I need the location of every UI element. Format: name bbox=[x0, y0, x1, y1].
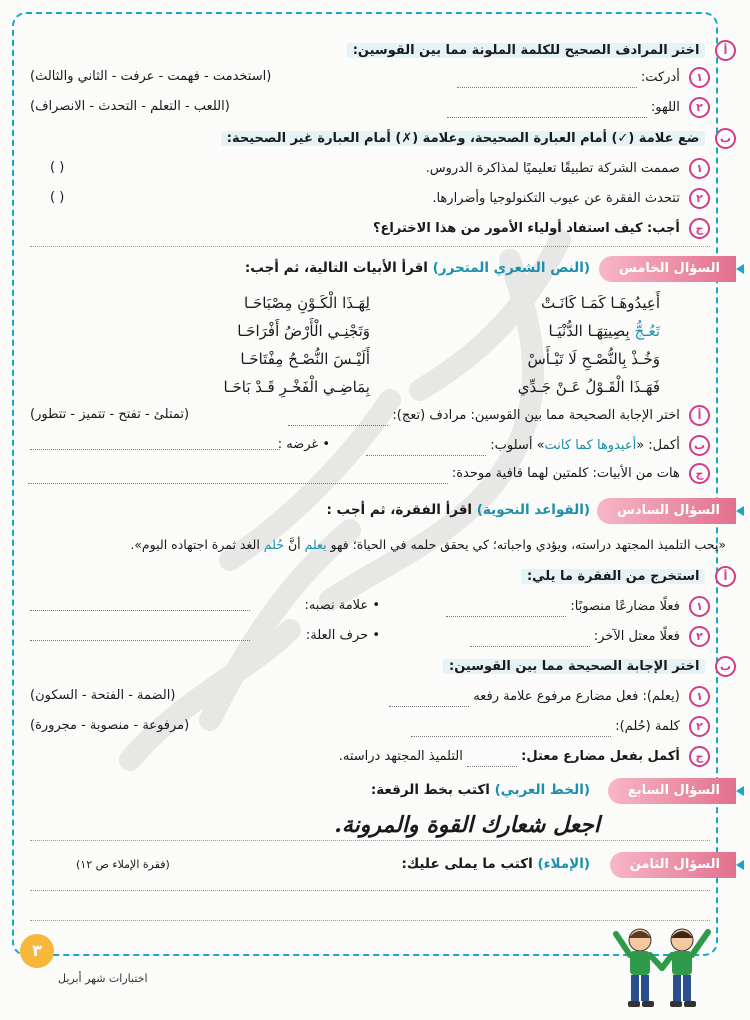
arrow-icon bbox=[736, 264, 744, 274]
question-6-a-item-1: ١ فعلًا مضارعًا منصوبًا: • علامة نصبه: bbox=[30, 596, 710, 617]
answer-box[interactable]: ( ) bbox=[50, 160, 65, 175]
footer-title: اختبارات شهر أبريل bbox=[58, 972, 148, 985]
question-7-title: (الخط العربي) اكتب بخط الرقعة: bbox=[370, 782, 590, 798]
question-7-badge: السؤال السابع bbox=[608, 778, 736, 804]
question-8-title: (الإملاء) اكتب ما يملى عليك: bbox=[401, 856, 590, 872]
answer-line[interactable] bbox=[30, 610, 250, 611]
verse-3-right: وَخُـذْ بِالنُّصْـحِ لَا تَيْـأَسْ bbox=[527, 350, 660, 368]
answer-line[interactable] bbox=[30, 640, 250, 641]
answer-line[interactable] bbox=[389, 706, 469, 707]
answer-line[interactable] bbox=[366, 455, 486, 456]
question-5-badge: السؤال الخامس bbox=[599, 256, 736, 282]
answer-line[interactable] bbox=[30, 449, 280, 450]
arrow-icon bbox=[736, 786, 744, 796]
question-5-b: ب أكمل: «أعيدوها كما كانت» أسلوب: • غرضه : bbox=[30, 435, 710, 456]
answer-line[interactable] bbox=[467, 766, 517, 767]
question-5-a: أ اختر الإجابة الصحيحة مما بين القوسين: مرادف (تعج): (تمتلئ - تفتح - تتميز - تتطور) bbox=[30, 405, 710, 426]
question-6-b-item-2: ٢ كلمة (حُلم): (مرفوعة - منصوبة - مجرورة) bbox=[30, 716, 710, 737]
dictation-note: (فقرة الإملاء ص ١٢) bbox=[76, 858, 170, 871]
verse-2-right: تَعُـجُّ بِصِيتِهَـا الدُّنْيَـا bbox=[548, 322, 660, 340]
answer-box[interactable]: ( ) bbox=[50, 190, 65, 205]
verse-1-left: لِهَـذَا الْكَـوْنِ مِصْبَاحَـا bbox=[243, 294, 370, 312]
answer-line[interactable] bbox=[447, 117, 647, 118]
question-b-header: ب ضع علامة (✓) أمام العبارة الصحيحة، وعلامة (✗) أمام العبارة غير الصحيحة: bbox=[221, 128, 736, 149]
question-8-badge: السؤال الثامن bbox=[610, 852, 736, 878]
question-b-item-2: ٢ تتحدث الفقرة عن عيوب التكنولوجيا وأضرارها. ( ) bbox=[30, 188, 710, 209]
question-6-a-item-2: ٢ فعلًا معتل الآخر: • حرف العلة: bbox=[30, 626, 710, 647]
answer-line[interactable] bbox=[470, 646, 590, 647]
page-number: ٣ bbox=[20, 934, 54, 968]
handwriting-sample: اجعل شعارك القوة والمرونة. bbox=[334, 812, 600, 838]
answer-line[interactable] bbox=[411, 736, 611, 737]
question-6-badge: السؤال السادس bbox=[597, 498, 736, 524]
question-a-header bbox=[347, 40, 736, 61]
question-c: ج أجب: كيف استفاد أولياء الأمور من هذا الاختراع؟ bbox=[30, 218, 710, 239]
question-5-title: (النص الشعري المتحرر) اقرأ الأبيات التالية، ثم أجب: bbox=[244, 260, 590, 276]
question-a-label: أ bbox=[715, 40, 736, 61]
answer-line[interactable] bbox=[288, 425, 388, 426]
question-b-item-1: ١ صممت الشركة تطبيقًا تعليميًا لمذاكرة الدروس. ( ) bbox=[30, 158, 710, 179]
question-a-title: اختر المرادف الصحيح للكلمة الملونة مما بين القوسين: bbox=[347, 43, 706, 58]
paragraph: «يحب التلميذ المجتهد دراسته، ويؤدي واجباته؛ كي يحقق حلمه في الحياة؛ فهو يعلم أنَّ حُلم الغد ثمرة اجتهاده اليوم». bbox=[130, 537, 726, 552]
answer-line[interactable] bbox=[28, 483, 448, 484]
question-a-item-2: ٢ اللهو: (اللعب - التعلم - التحدث - الانصراف) bbox=[30, 97, 710, 118]
children-illustration bbox=[612, 920, 712, 1016]
verse-1-right: أَعِيدُوهَـا كَمَـا كَانَـتْ bbox=[541, 294, 660, 312]
verse-4-right: فَهَـذَا الْقَـوْلُ عَـنْ جَـدِّي bbox=[517, 378, 660, 396]
verse-2-left: وَتَجْنِـي الْأَرْضُ أَفْرَاحَـا bbox=[237, 322, 370, 340]
answer-line[interactable] bbox=[457, 87, 637, 88]
question-6-b-item-1: ١ (يعلم): فعل مضارع مرفوع علامة رفعه (الضمة - الفتحة - السكون) bbox=[30, 686, 710, 707]
question-6-c: ج أكمل بفعل مضارع معتل: التلميذ المجتهد دراسته. bbox=[30, 746, 710, 767]
writing-line[interactable] bbox=[30, 890, 710, 891]
question-5-c: ج هات من الأبيات: كلمتين لهما قافية موحدة: bbox=[30, 463, 710, 484]
verse-3-left: أَلَيْـسَ النُّصْـحُ مِفْتَاحَـا bbox=[240, 350, 370, 368]
choices: (اللعب - التعلم - التحدث - الانصراف) bbox=[30, 99, 230, 114]
question-a-item-1: ١ أدركت: (استخدمت - فهمت - عرفت - الثاني والثالث) bbox=[30, 67, 710, 88]
question-6-b-header: ب اختر الإجابة الصحيحة مما بين القوسين: bbox=[443, 656, 736, 677]
answer-line[interactable] bbox=[446, 616, 566, 617]
writing-line[interactable] bbox=[30, 920, 710, 921]
verse-4-left: بِمَاضِـي الْفَخْـرِ قَـدْ بَاحَـا bbox=[223, 378, 370, 396]
arrow-icon bbox=[736, 506, 744, 516]
writing-line[interactable] bbox=[30, 840, 710, 841]
arrow-icon bbox=[736, 860, 744, 870]
question-6-a-header: أ استخرج من الفقرة ما يلي: bbox=[521, 566, 736, 587]
answer-line[interactable] bbox=[30, 246, 710, 247]
choices: (استخدمت - فهمت - عرفت - الثاني والثالث) bbox=[30, 69, 272, 84]
question-6-title: (القواعد النحوية) اقرأ الفقرة، ثم أجب : bbox=[326, 502, 590, 518]
